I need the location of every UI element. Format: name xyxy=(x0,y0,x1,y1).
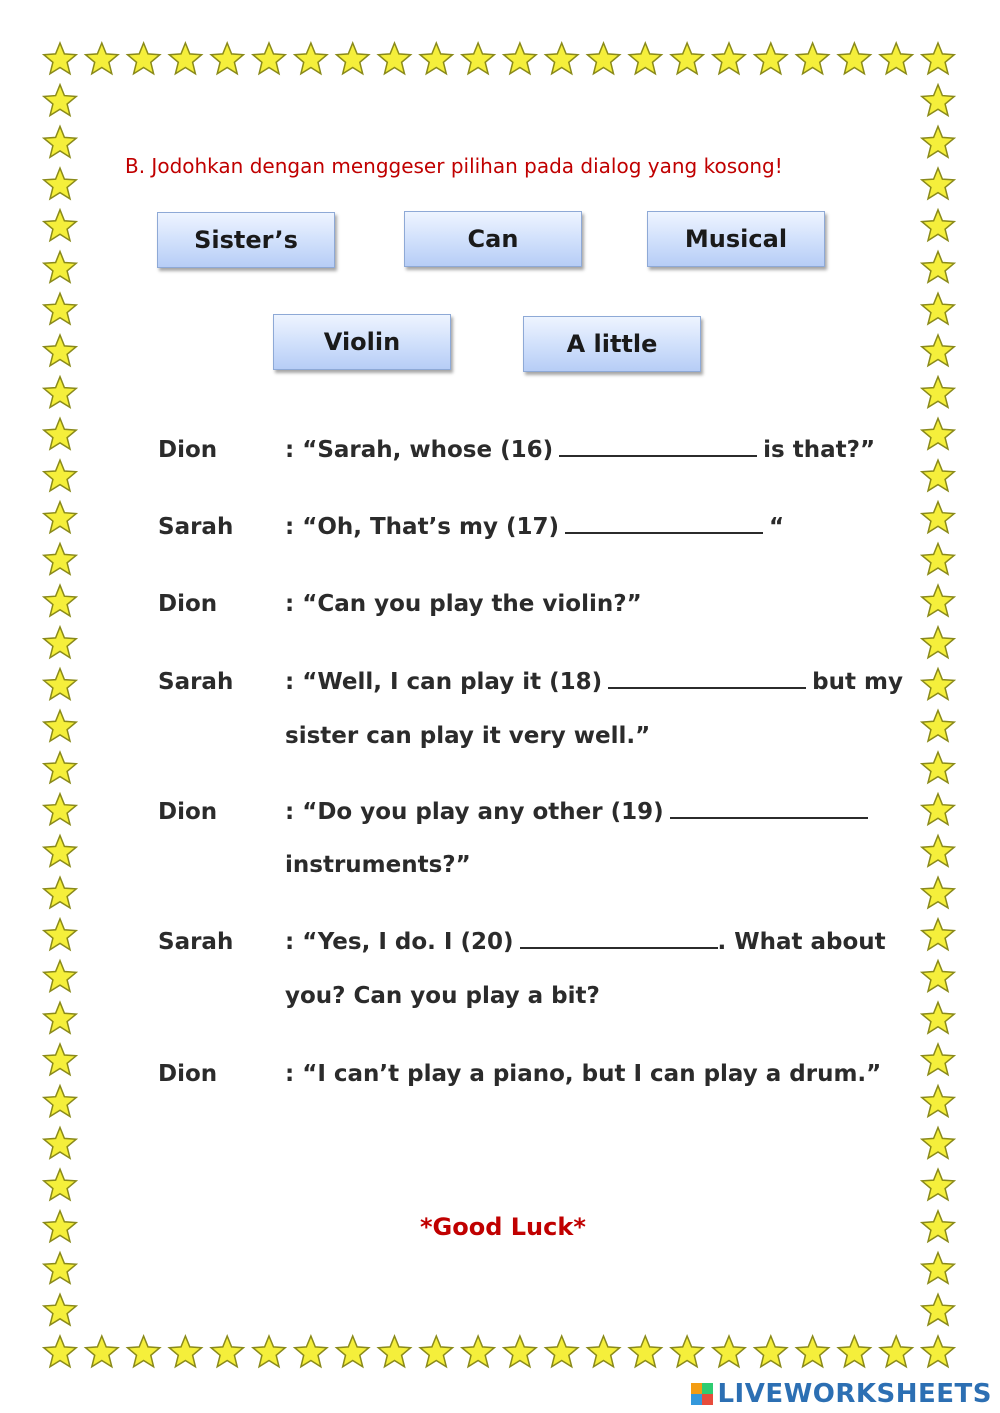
blank-17[interactable] xyxy=(565,531,763,534)
star-icon xyxy=(378,1336,410,1367)
dialog-text: but my xyxy=(812,669,903,695)
star-icon xyxy=(128,1336,160,1367)
star-icon xyxy=(169,1336,201,1367)
star-icon xyxy=(922,43,954,74)
star-icon xyxy=(713,1336,745,1367)
star-icon xyxy=(838,1336,870,1367)
speaker-label: Sarah xyxy=(158,669,234,695)
star-icon xyxy=(44,126,76,157)
star-icon xyxy=(44,1211,76,1242)
star-icon xyxy=(169,43,201,74)
star-icon xyxy=(796,1336,828,1367)
dialog-text: “ xyxy=(769,514,785,540)
choice-musical[interactable]: Musical xyxy=(647,211,825,267)
star-icon xyxy=(128,43,160,74)
dialog-continuation: sister can play it very well.” xyxy=(285,723,651,749)
star-icon xyxy=(922,836,954,867)
star-icon xyxy=(838,43,870,74)
star-icon xyxy=(755,43,787,74)
dialog-text: : “Do you play any other (19) xyxy=(285,799,664,825)
star-icon xyxy=(713,43,745,74)
star-icon xyxy=(44,627,76,658)
star-icon xyxy=(922,669,954,700)
star-icon xyxy=(922,502,954,533)
star-icon xyxy=(44,544,76,575)
dialog-line-5 xyxy=(285,799,874,825)
star-icon xyxy=(880,43,912,74)
dialog-line-3: : “Can you play the violin?” xyxy=(285,591,642,617)
star-icon xyxy=(922,544,954,575)
star-icon xyxy=(44,168,76,199)
speaker-label: Dion xyxy=(158,437,218,463)
dialog-continuation: instruments?” xyxy=(285,852,471,878)
dialog-line-7: : “I can’t play a piano, but I can play a drum.” xyxy=(285,1061,882,1087)
star-icon xyxy=(922,335,954,366)
speaker-label: Dion xyxy=(158,799,218,825)
star-icon xyxy=(922,1294,954,1325)
star-icon xyxy=(44,252,76,283)
star-icon xyxy=(922,627,954,658)
star-icon xyxy=(44,335,76,366)
star-icon xyxy=(420,43,452,74)
liveworksheets-logo[interactable] xyxy=(691,1379,992,1409)
star-icon xyxy=(462,43,494,74)
dialog-text: : “Well, I can play it (18) xyxy=(285,669,603,695)
star-icon xyxy=(504,43,536,74)
star-icon xyxy=(922,961,954,992)
blank-19[interactable] xyxy=(670,816,868,819)
star-icon xyxy=(44,1336,76,1367)
star-icon xyxy=(546,1336,578,1367)
star-icon xyxy=(253,43,285,74)
speaker-label: Sarah xyxy=(158,929,234,955)
star-icon xyxy=(922,85,954,116)
instruction-text: B. Jodohkan dengan menggeser pilihan pada dialog yang kosong! xyxy=(125,154,783,178)
speaker-label: Dion xyxy=(158,591,218,617)
blank-18[interactable] xyxy=(608,686,806,689)
star-icon xyxy=(44,1002,76,1033)
star-icon xyxy=(295,43,327,74)
star-icon xyxy=(504,1336,536,1367)
star-icon xyxy=(295,1336,327,1367)
star-icon xyxy=(922,418,954,449)
star-icon xyxy=(44,1294,76,1325)
dialog-text: : “Oh, That’s my (17) xyxy=(285,514,560,540)
dialog-line-2 xyxy=(285,514,784,540)
choice-sisters[interactable]: Sister’s xyxy=(157,212,335,268)
star-icon xyxy=(337,1336,369,1367)
star-icon xyxy=(253,1336,285,1367)
star-icon xyxy=(629,43,661,74)
star-icon xyxy=(44,710,76,741)
star-icon xyxy=(44,836,76,867)
star-icon xyxy=(546,43,578,74)
good-luck-text: *Good Luck* xyxy=(420,1213,586,1241)
star-icon xyxy=(629,1336,661,1367)
star-icon xyxy=(44,460,76,491)
star-icon xyxy=(922,293,954,324)
star-icon xyxy=(922,126,954,157)
star-icon xyxy=(44,752,76,783)
star-icon xyxy=(378,43,410,74)
star-icon xyxy=(922,1002,954,1033)
star-icon xyxy=(922,919,954,950)
star-icon xyxy=(337,43,369,74)
star-icon xyxy=(44,1169,76,1200)
star-icon xyxy=(44,293,76,324)
star-icon xyxy=(462,1336,494,1367)
speaker-label: Dion xyxy=(158,1061,218,1087)
star-icon xyxy=(44,669,76,700)
star-icon xyxy=(44,43,76,74)
star-icon xyxy=(44,1253,76,1284)
star-icon xyxy=(922,1336,954,1367)
star-icon xyxy=(922,877,954,908)
star-icon xyxy=(587,43,619,74)
choice-a-little[interactable]: A little xyxy=(523,316,701,372)
star-icon xyxy=(44,1086,76,1117)
star-icon xyxy=(671,43,703,74)
star-icon xyxy=(922,1086,954,1117)
star-icon xyxy=(922,752,954,783)
star-icon xyxy=(86,1336,118,1367)
logo-mark-icon xyxy=(691,1383,713,1405)
star-icon xyxy=(922,1128,954,1159)
star-icon xyxy=(44,585,76,616)
star-icon xyxy=(44,961,76,992)
star-icon xyxy=(44,877,76,908)
star-icon xyxy=(922,1044,954,1075)
star-icon xyxy=(922,377,954,408)
star-icon xyxy=(922,1211,954,1242)
dialog-continuation: you? Can you play a bit? xyxy=(285,983,600,1009)
star-icon xyxy=(86,43,118,74)
star-icon xyxy=(44,377,76,408)
dialog-line-6 xyxy=(285,929,886,955)
blank-16[interactable] xyxy=(559,454,757,457)
star-icon xyxy=(922,710,954,741)
star-icon xyxy=(796,43,828,74)
star-icon xyxy=(922,252,954,283)
dialog-text: : “Sarah, whose (16) xyxy=(285,437,554,463)
star-icon xyxy=(922,168,954,199)
star-icon xyxy=(922,1169,954,1200)
choice-can[interactable]: Can xyxy=(404,211,582,267)
speaker-label: Sarah xyxy=(158,514,234,540)
star-icon xyxy=(922,1253,954,1284)
star-icon xyxy=(922,585,954,616)
star-icon xyxy=(922,460,954,491)
star-icon xyxy=(44,794,76,825)
star-icon xyxy=(44,85,76,116)
blank-20[interactable] xyxy=(520,946,718,949)
star-icon xyxy=(211,1336,243,1367)
star-icon xyxy=(44,919,76,950)
dialog-text: is that?” xyxy=(763,437,876,463)
star-icon xyxy=(671,1336,703,1367)
dialog-line-1 xyxy=(285,437,875,463)
dialog-text: : “Yes, I do. I (20) xyxy=(285,929,514,955)
star-icon xyxy=(44,502,76,533)
star-icon xyxy=(880,1336,912,1367)
star-icon xyxy=(922,794,954,825)
star-icon xyxy=(44,210,76,241)
star-icon xyxy=(755,1336,787,1367)
dialog-text: . What about xyxy=(717,929,886,955)
star-icon xyxy=(211,43,243,74)
dialog-line-4 xyxy=(285,669,903,695)
star-icon xyxy=(44,1044,76,1075)
star-icon xyxy=(44,1128,76,1159)
star-icon xyxy=(420,1336,452,1367)
star-icon xyxy=(44,418,76,449)
choice-violin[interactable]: Violin xyxy=(273,314,451,370)
logo-text: LIVEWORKSHEETS xyxy=(717,1379,992,1409)
star-icon xyxy=(922,210,954,241)
star-icon xyxy=(587,1336,619,1367)
